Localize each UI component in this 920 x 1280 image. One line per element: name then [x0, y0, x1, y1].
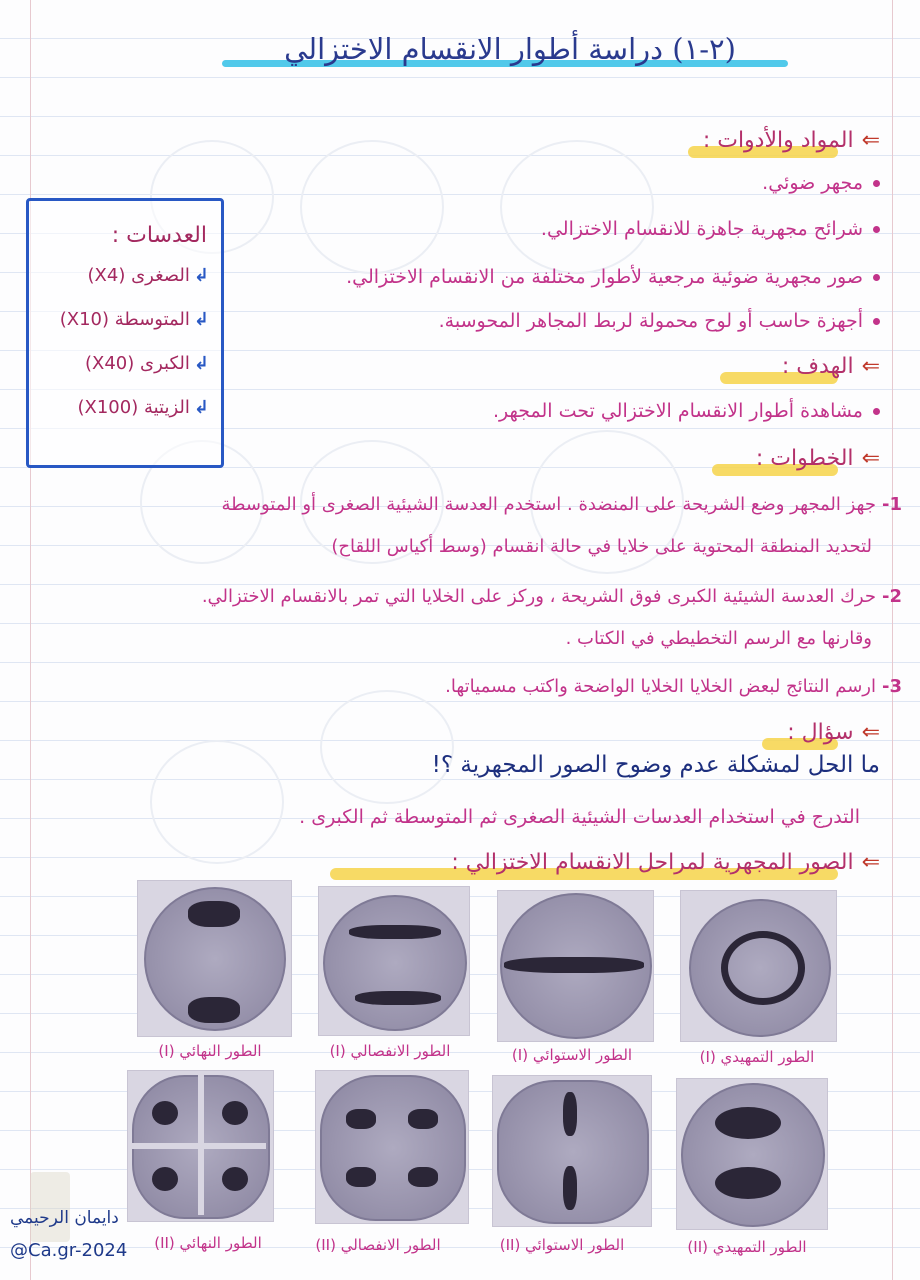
step-line: 1-جهز المجهر وضع الشريحة على المنضدة . استخدم العدسة الشيئية الصغرى أو المتوسطة [221, 494, 902, 515]
question-heading: ⇐سؤال : [787, 720, 880, 745]
ghost-drawing [500, 140, 654, 274]
chromosome-cluster [188, 997, 240, 1023]
caption-telophase-1: الطور النهائي (I) [158, 1042, 262, 1060]
lenses-title: العدسات : [111, 223, 207, 248]
arrow-bullet-icon: ↲ [193, 265, 209, 286]
cell-shape [323, 895, 467, 1031]
materials-heading: ⇐المواد والأدوات : [702, 128, 880, 153]
bullet-icon [873, 180, 880, 187]
author-handle: @Ca.gr-2024 [10, 1240, 128, 1261]
bullet-icon [873, 226, 880, 233]
lens-item: ↲الكبرى (X40) [84, 353, 209, 374]
chromosome-cluster [188, 901, 240, 927]
arrow-left-icon: ⇐ [861, 720, 880, 745]
bullet-icon [873, 318, 880, 325]
ghost-drawing [150, 740, 284, 864]
chromosome-cluster [222, 1167, 248, 1191]
micrograph-anaphase-1 [318, 886, 470, 1036]
chromosome-cluster [152, 1101, 178, 1125]
arrow-bullet-icon: ↲ [193, 353, 209, 374]
caption-prophase-1: الطور التمهيدي (I) [699, 1048, 815, 1066]
chromosome-cluster [563, 1092, 577, 1136]
arrow-left-icon: ⇐ [861, 850, 880, 875]
arrow-bullet-icon: ↲ [193, 397, 209, 418]
page-title: (٢-١) دراسة أطوار الانقسام الاختزالي [284, 32, 736, 66]
step-line: لتحديد المنطقة المحتوية على خلايا في حالة انقسام (وسط أكياس اللقاح) [331, 536, 872, 557]
caption-metaphase-2: الطور الاستوائي (II) [499, 1236, 625, 1254]
photos-heading: ⇐الصور المجهرية لمراحل الانقسام الاختزالي : [451, 850, 880, 875]
chromosome-cluster [349, 925, 441, 939]
materials-item: صور مجهرية ضوئية مرجعية لأطوار مختلفة من الانقسام الاختزالي. [346, 266, 880, 288]
goal-heading: ⇐الهدف : [781, 354, 880, 379]
author-signature: دايمان الرحيمي [10, 1208, 119, 1228]
chromosome-cluster [346, 1167, 376, 1187]
chromosome-cluster [721, 931, 805, 1005]
chromosome-cluster [408, 1109, 438, 1129]
caption-telophase-2: الطور النهائي (II) [154, 1234, 262, 1252]
arrow-left-icon: ⇐ [861, 446, 880, 471]
lenses-box [26, 198, 224, 468]
micrograph-metaphase-1 [497, 890, 654, 1042]
bullet-icon [873, 408, 880, 415]
arrow-bullet-icon: ↲ [193, 309, 209, 330]
answer-text: التدرج في استخدام العدسات الشيئية الصغرى ثم المتوسطة ثم الكبرى . [299, 806, 860, 828]
micrograph-prophase-2 [676, 1078, 828, 1230]
micrograph-telophase-1 [137, 880, 292, 1037]
ghost-drawing [320, 690, 454, 804]
materials-item: شرائح مجهرية جاهزة للانقسام الاختزالي. [541, 218, 880, 240]
micrograph-anaphase-2 [315, 1070, 469, 1224]
chromosome-cluster [346, 1109, 376, 1129]
watermark-shape [30, 1172, 70, 1242]
chromosome-cluster [504, 957, 644, 973]
materials-item: أجهزة حاسب أو لوح محمولة لربط المجاهر المحوسبة. [439, 310, 880, 332]
goal-text: مشاهدة أطوار الانقسام الاختزالي تحت المجهر. [493, 400, 880, 422]
question-text: ما الحل لمشكلة عدم وضوح الصور المجهرية ؟! [431, 752, 880, 778]
caption-prophase-2: الطور التمهيدي (II) [687, 1238, 807, 1256]
ghost-drawing [300, 140, 444, 274]
step-line: 3-ارسم النتائج لبعض الخلايا الخلايا الواضحة واكتب مسمياتها. [445, 676, 902, 697]
chromosome-cluster [408, 1167, 438, 1187]
chromosome-cluster [715, 1167, 781, 1199]
margin-line-left [30, 0, 31, 1280]
micrograph-metaphase-2 [492, 1075, 652, 1227]
step-line: وقارنها مع الرسم التخطيطي في الكتاب . [565, 628, 872, 649]
caption-metaphase-1: الطور الاستوائي (I) [511, 1046, 633, 1064]
micrograph-telophase-2 [127, 1070, 274, 1222]
micrograph-prophase-1 [680, 890, 837, 1042]
lens-item: ↲الصغرى (X4) [87, 265, 209, 286]
chromosome-cluster [355, 991, 441, 1005]
materials-item: مجهر ضوئي. [762, 172, 880, 194]
chromosome-cluster [222, 1101, 248, 1125]
bullet-icon [873, 274, 880, 281]
cell-shape [681, 1083, 825, 1227]
step-line: 2-حرك العدسة الشيئية الكبرى فوق الشريحة ، وركز على الخلايا التي تمر بالانقسام الاختزالي. [201, 586, 902, 607]
chromosome-cluster [715, 1107, 781, 1139]
cell-shape [320, 1075, 466, 1221]
lens-item: ↲الزيتية (X100) [77, 397, 209, 418]
chromosome-cluster [152, 1167, 178, 1191]
lens-item: ↲المتوسطة (X10) [59, 309, 209, 330]
margin-line-right [892, 0, 893, 1280]
caption-anaphase-2: الطور الانفصالي (II) [315, 1236, 441, 1254]
steps-heading: ⇐الخطوات : [755, 446, 880, 471]
chromosome-cluster [563, 1166, 577, 1210]
caption-anaphase-1: الطور الانفصالي (I) [329, 1042, 451, 1060]
cell-divider [132, 1143, 266, 1149]
arrow-left-icon: ⇐ [861, 128, 880, 153]
arrow-left-icon: ⇐ [861, 354, 880, 379]
